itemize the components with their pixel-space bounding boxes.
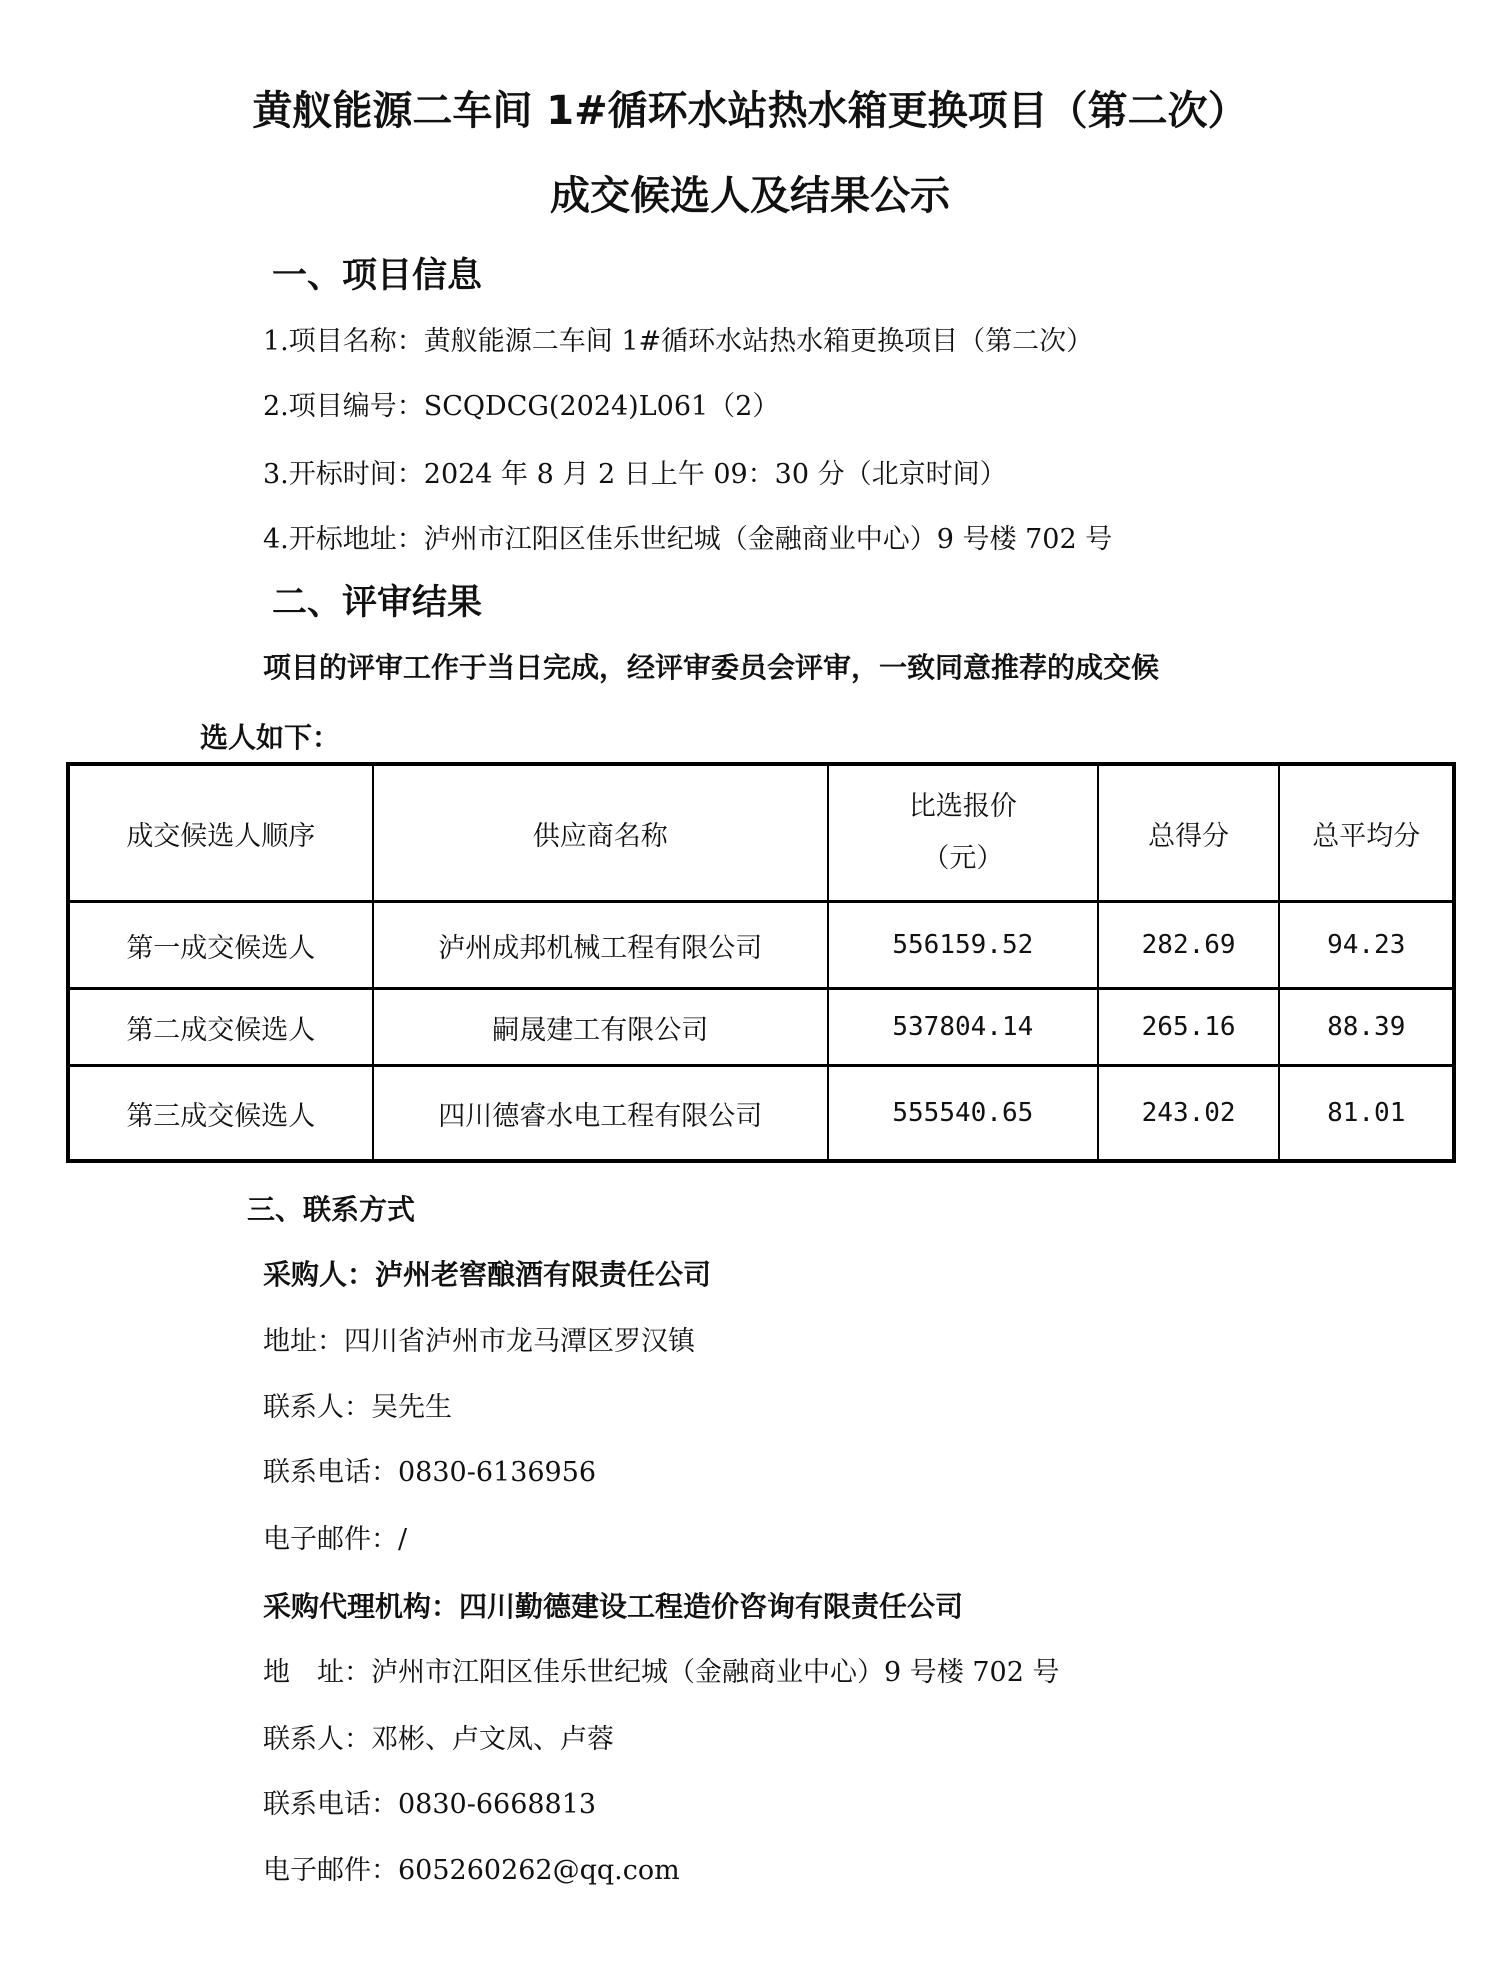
table-header-row [68, 764, 1454, 902]
bid-opening-time: 3.开标时间：2024 年 8 月 2 日上午 09：30 分（北京时间） [263, 459, 1007, 490]
section-heading-review-results: 二、评审结果 [272, 583, 483, 623]
purchaser-phone: 联系电话：0830-6136956 [263, 1457, 597, 1488]
agency-name: 采购代理机构：四川勤德建设工程造价咨询有限责任公司 [263, 1590, 964, 1623]
cell-supplier: 嗣晟建工有限公司 [373, 989, 828, 1066]
cell-average-score: 88.39 [1279, 989, 1454, 1066]
section-heading-project-info: 一、项目信息 [272, 256, 483, 296]
cell-supplier: 四川德睿水电工程有限公司 [373, 1066, 828, 1162]
header-average-score: 总平均分 [1279, 764, 1454, 902]
purchaser-name: 采购人：泸州老窖酿酒有限责任公司 [263, 1258, 712, 1291]
agency-email[interactable]: 电子邮件：605260262@qq.com [263, 1855, 680, 1886]
document-title-line2: 成交候选人及结果公示 [550, 173, 950, 219]
cell-order: 第一成交候选人 [68, 902, 373, 989]
cell-price: 555540.65 [828, 1066, 1098, 1162]
project-name: 1.项目名称：黄舣能源二车间 1#循环水站热水箱更换项目（第二次） [263, 326, 1094, 357]
header-price-unit: （元） [922, 843, 1004, 874]
agency-contact: 联系人：邓彬、卢文凤、卢蓉 [263, 1724, 614, 1755]
table-row [68, 902, 1454, 989]
cell-price: 537804.14 [828, 989, 1098, 1066]
purchaser-address: 地址：四川省泸州市龙马潭区罗汉镇 [263, 1326, 695, 1357]
cell-total-score: 282.69 [1098, 902, 1280, 989]
cell-average-score: 81.01 [1279, 1066, 1454, 1162]
cell-average-score: 94.23 [1279, 902, 1454, 989]
header-order: 成交候选人顺序 [68, 764, 373, 902]
agency-address: 地 址：泸州市江阳区佳乐世纪城（金融商业中心）9 号楼 702 号 [263, 1657, 1060, 1688]
header-price-label: 比选报价 [908, 791, 1017, 822]
review-paragraph-line1: 项目的评审工作于当日完成，经评审委员会评审，一致同意推荐的成交候 [263, 651, 1160, 684]
bid-opening-address: 4.开标地址：泸州市江阳区佳乐世纪城（金融商业中心）9 号楼 702 号 [263, 524, 1113, 555]
agency-phone: 联系电话：0830-6668813 [263, 1789, 597, 1820]
cell-total-score: 265.16 [1098, 989, 1280, 1066]
document-title-line1: 黄舣能源二车间 1#循环水站热水箱更换项目（第二次） [252, 88, 1248, 134]
review-paragraph-line2: 选人如下： [200, 721, 341, 754]
cell-supplier: 泸州成邦机械工程有限公司 [373, 902, 828, 989]
cell-total-score: 243.02 [1098, 1066, 1280, 1162]
table-row [68, 1066, 1454, 1162]
cell-order: 第二成交候选人 [68, 989, 373, 1066]
purchaser-contact: 联系人：吴先生 [263, 1392, 452, 1423]
purchaser-email: 电子邮件：/ [263, 1524, 408, 1555]
section-heading-contact: 三、联系方式 [247, 1193, 416, 1226]
project-number: 2.项目编号：SCQDCG(2024)L061（2） [263, 391, 780, 422]
header-total-score: 总得分 [1098, 764, 1280, 902]
cell-price: 556159.52 [828, 902, 1098, 989]
header-price [828, 764, 1098, 902]
header-supplier: 供应商名称 [373, 764, 828, 902]
cell-order: 第三成交候选人 [68, 1066, 373, 1162]
candidates-table [66, 762, 1456, 1163]
table-row [68, 989, 1454, 1066]
